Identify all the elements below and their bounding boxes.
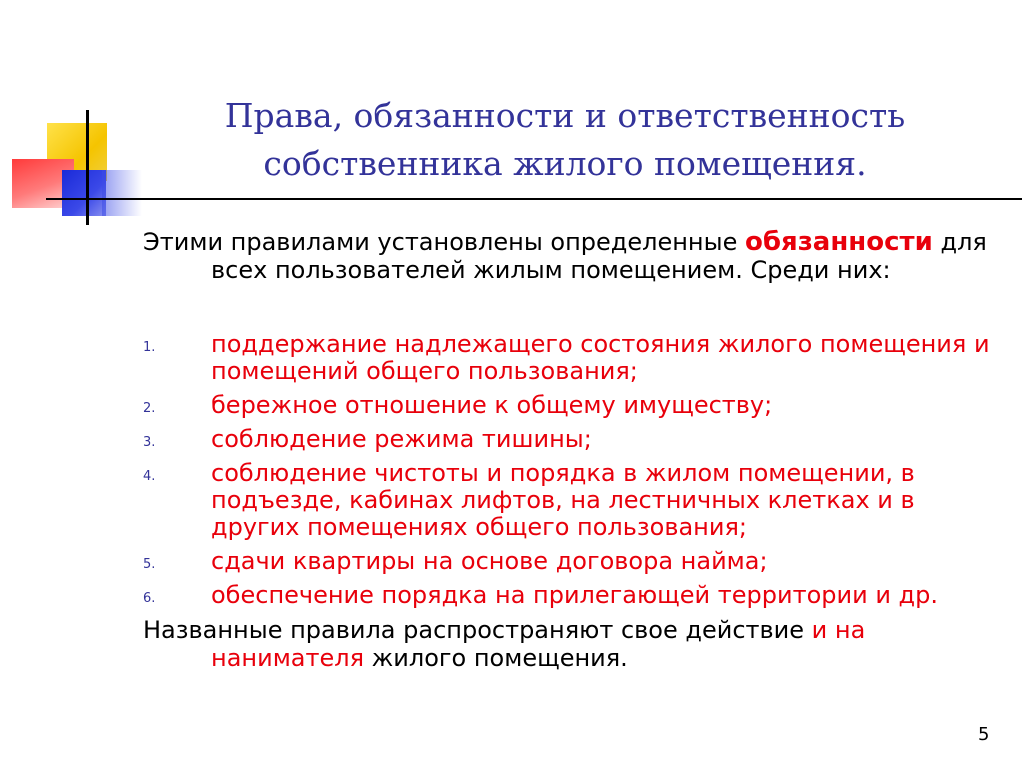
intro-prefix: Этими правилами установлены определенные [143,228,738,256]
slide-body [143,228,1003,672]
title-underline [46,198,1022,200]
list-item [143,582,1003,609]
decorative-logo [0,0,200,240]
list-number: 4. [143,469,156,484]
list-item-text: сдачи квартиры на основе договора найма; [211,547,768,575]
intro-paragraph [143,228,1003,284]
list-item [143,460,1003,541]
intro-emphasis: обязанности [744,227,933,257]
list-item [143,426,1003,453]
list-item [143,548,1003,575]
closing-highlight: и на нанимателя [211,616,866,672]
duties-list [143,331,1003,609]
list-item-text: поддержание надлежащего состояния жилого помещения и помещений общего пользования; [211,330,990,385]
list-item-text: бережное отношение к общему имуществу; [211,391,773,419]
list-item-text: соблюдение чистоты и порядка в жилом помещении, в подъезде, кабинах лифтов, на лестничных клетках и в других помещениях общего пользования; [211,459,915,541]
closing-suffix: жилого помещения. [371,644,628,672]
list-item [143,331,1003,385]
blue-fade-decoration [102,170,142,216]
vertical-divider-line [86,110,89,225]
title-line-1: Права, обязанности и ответственность [224,96,906,135]
closing-prefix: Названные правила распространяют свое действие [143,616,805,644]
blue-square-decoration [62,170,106,216]
list-item [143,392,1003,419]
list-number: 5. [143,557,156,572]
list-item-text: соблюдение режима тишины; [211,425,592,453]
title-line-2: собственника жилого помещения. [263,144,867,183]
page-number: 5 [978,724,990,745]
list-number: 6. [143,591,156,606]
intro-suffix: для всех пользователей жилым помещением. Среди них: [211,228,987,284]
list-number: 1. [143,340,156,355]
closing-paragraph [143,616,1003,672]
list-number: 2. [143,401,156,416]
list-item-text: обеспечение порядка на прилегающей территории и др. [211,581,938,609]
list-number: 3. [143,435,156,450]
slide-title [215,92,915,188]
